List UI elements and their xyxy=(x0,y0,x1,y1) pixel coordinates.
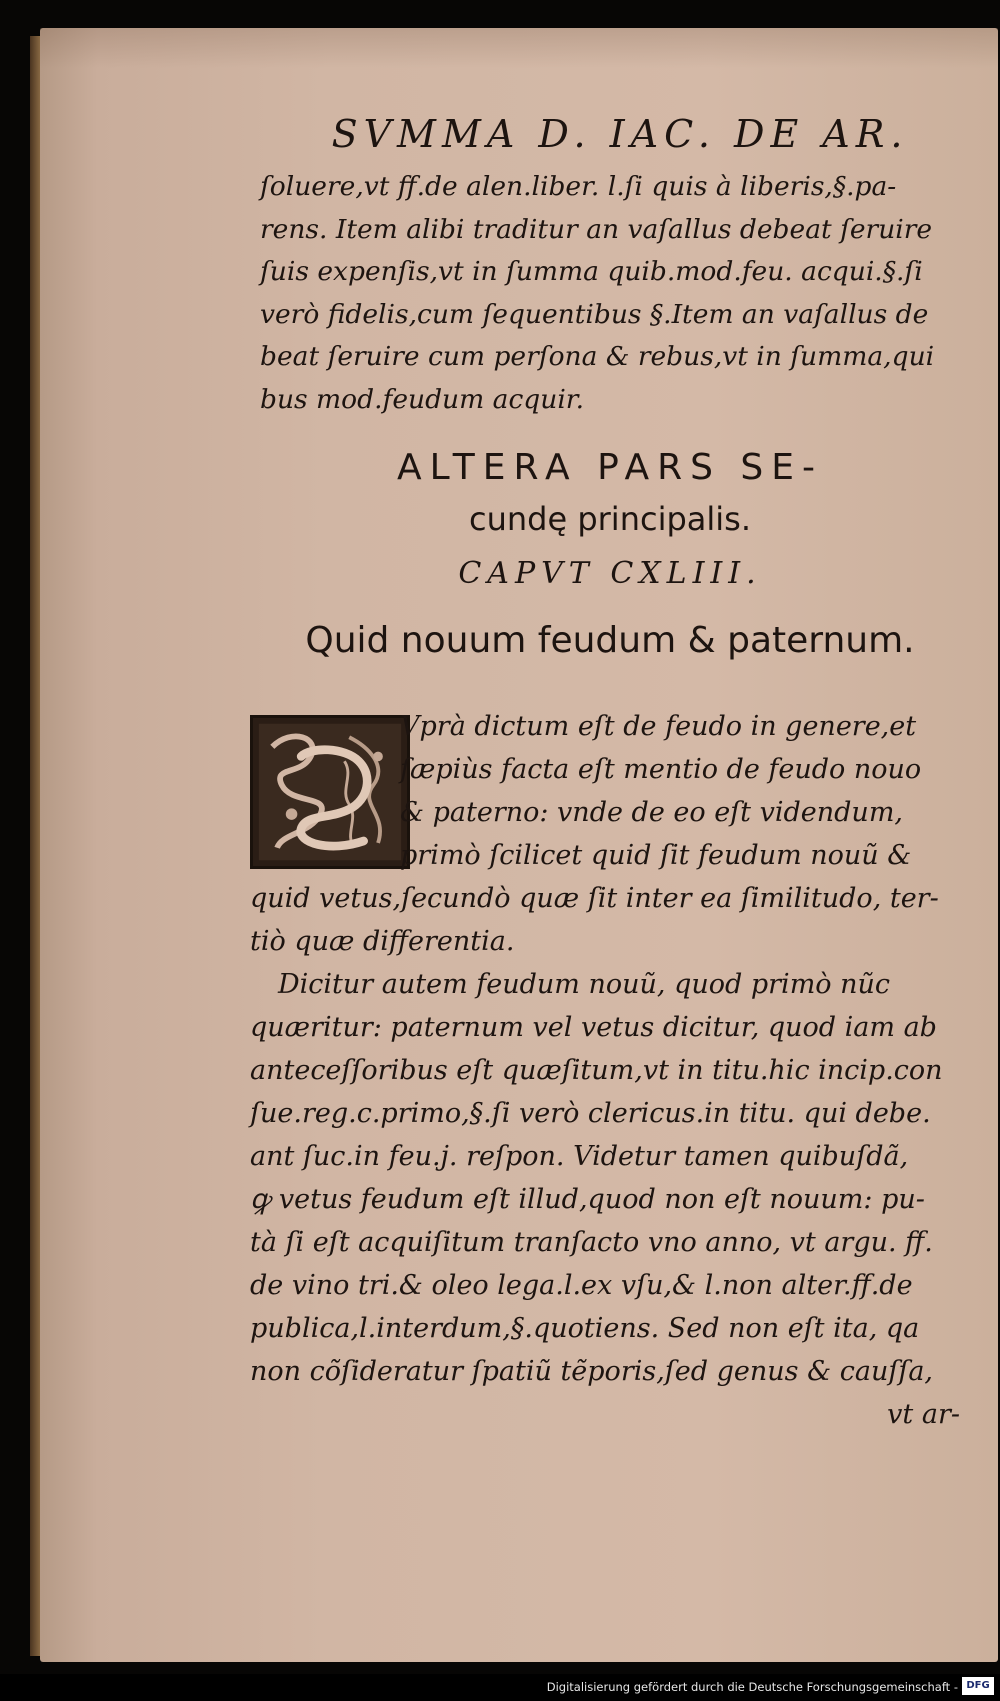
text-line: ſoluere,vt ff.de alen.liber. l.ſi quis à liberis,§.pa- xyxy=(260,171,897,202)
chapter-number: CAPVT CXLIII. xyxy=(458,556,762,591)
text-line: rens. Item alibi traditur an vaſallus debeat ſeruire xyxy=(260,213,933,245)
text-line: non cõſideratur ſpatiũ tẽporis,ſed genus & cauſſa, xyxy=(250,1356,934,1387)
running-head: SVMMA D. IAC. DE AR. xyxy=(331,112,909,156)
chapter-title: Quid nouum feudum & paternum. xyxy=(305,620,915,661)
text-line: Dicitur autem feudum nouũ, quod primò nũc xyxy=(278,969,891,1000)
text-line: quæritur: paternum vel vetus dicitur, quod iam ab xyxy=(250,1012,937,1043)
text-line: ſuis expenſis,vt in ſumma quib.mod.feu. acqui.§.ſi xyxy=(260,256,923,287)
text-line: de vino tri.& oleo lega.l.ex vſu,& l.non alter.ff.de xyxy=(250,1270,913,1301)
page-shadow xyxy=(40,28,998,68)
text-line: verò fidelis,cum ſequentibus §.Item an vaſallus de xyxy=(260,298,929,330)
text-line: ant ſuc.in feu.j. reſpon. Videtur tamen quibuſdã, xyxy=(250,1141,909,1172)
upper-text-block xyxy=(260,110,960,693)
main-text-body xyxy=(250,705,970,1436)
text-line: Vprà dictum eſt de feudo in genere,et xyxy=(400,711,917,742)
text-line: ſue.reg.c.primo,§.ſi verò clericus.in titu. qui debe. xyxy=(250,1098,931,1129)
text-line: bus mod.feudum acquir. xyxy=(260,383,584,415)
dfg-logo-icon: DFG xyxy=(962,1677,994,1695)
text-line: ſæpiùs facta eſt mentio de feudo nouo xyxy=(400,754,922,785)
text-line: publica,l.interdum,§.quotiens. Sed non eſt ita, qa xyxy=(250,1313,920,1344)
text-line: tà ſi eſt acquiſitum tranſacto vno anno, vt argu. ff. xyxy=(250,1227,933,1258)
section-title: ALTERA PARS SE- xyxy=(396,447,824,488)
text-line: ꝙ vetus feudum eſt illud,quod non eſt nouum: pu- xyxy=(250,1184,925,1215)
intro-paragraph xyxy=(260,166,960,421)
text-line: quid vetus,ſecundò quæ ſit inter ea ſimilitudo, ter- xyxy=(250,883,939,914)
digitization-credit: Digitalisierung gefördert durch die Deutsche Forschungsgemeinschaft - xyxy=(546,1680,958,1694)
catchword: vt ar- xyxy=(887,1399,960,1430)
text-line: & paterno: vnde de eo eſt videndum, xyxy=(400,797,904,828)
section-subtitle: cundę principalis. xyxy=(469,500,751,538)
text-line: tiò quæ differentia. xyxy=(250,926,515,957)
footer-bar xyxy=(0,1674,1000,1701)
text-line: anteceſſoribus eſt quæſitum,vt in titu.hic incip.con xyxy=(250,1055,943,1086)
text-line: beat ſeruire cum perſona & rebus,vt in ſumma,qui xyxy=(260,341,935,372)
text-line: primò ſcilicet quid ſit feudum nouũ & xyxy=(400,840,912,871)
